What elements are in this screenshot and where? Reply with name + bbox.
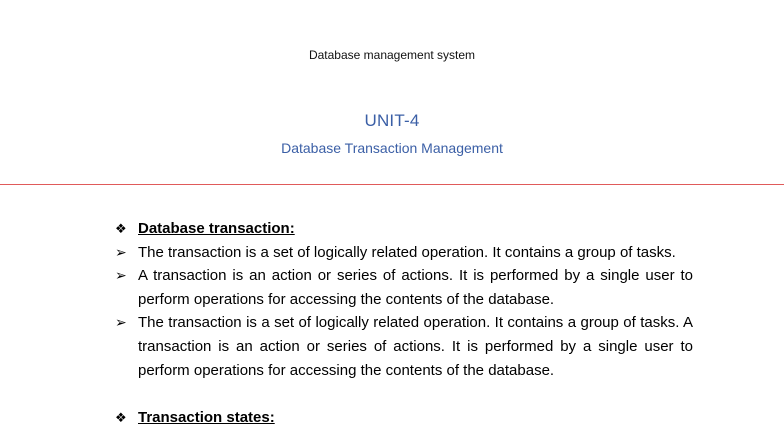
list-item [115, 311, 693, 382]
diamond-four-bullet-icon: ❖ [115, 409, 127, 425]
diamond-four-bullet-icon: ❖ [115, 221, 127, 236]
list-item [115, 241, 693, 265]
unit-subtitle: Database Transaction Management [281, 140, 503, 156]
section-heading-database-transaction [115, 217, 693, 241]
section-heading-text: Transaction states: [138, 408, 275, 426]
arrow-bullet-icon: ➢ [115, 314, 127, 331]
list-item-text: The transaction is a set of logically related operation. It contains a group of tasks. A transaction is an action or series of actions. It is performed by a single user to perform operations for accessing the contents of the database. [138, 314, 693, 379]
paragraph-spacer [115, 382, 693, 406]
section-heading-transaction-states [115, 406, 693, 430]
header-divider [0, 184, 784, 185]
arrow-bullet-icon: ➢ [115, 267, 127, 284]
list-item-text: The transaction is a set of logically related operation. It contains a group of tasks. [138, 243, 676, 261]
section-heading-text: Database transaction: [138, 220, 295, 237]
list-item-text: A transaction is an action or series of actions. It is performed by a single user to perform operations for accessing the contents of the database. [138, 267, 693, 308]
running-header: Database management system [308, 48, 476, 62]
arrow-bullet-icon: ➢ [115, 243, 127, 260]
list-item [115, 264, 693, 311]
document-body [115, 217, 693, 429]
unit-title: UNIT-4 [364, 111, 420, 130]
